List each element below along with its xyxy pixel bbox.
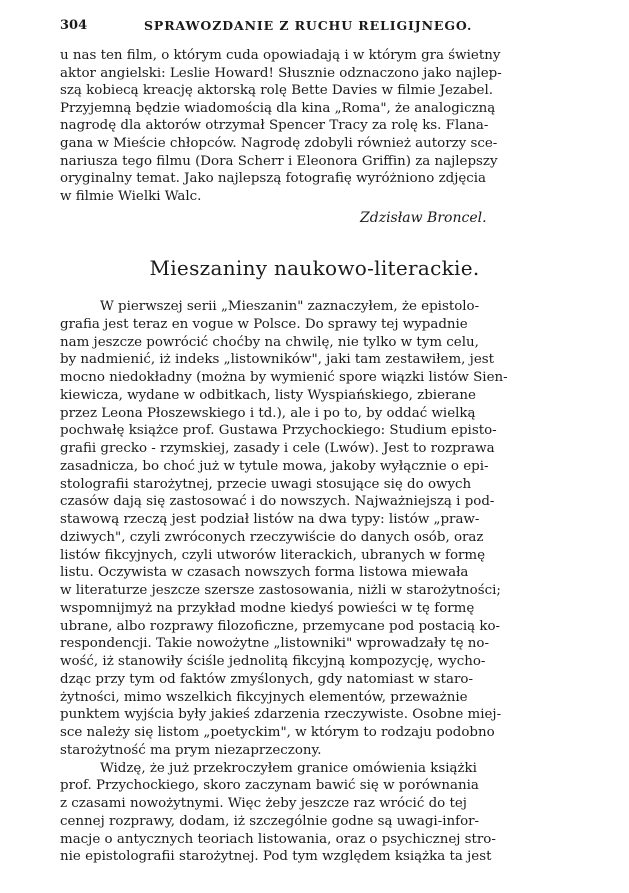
text-line: wość, iż stanowiły ściśle jednolitą fikcyjną kompozycję, wycho- [60,654,486,669]
text-line: punktem wyjścia były jakieś zdarzenia rzeczywiste. Osobne miej- [60,707,502,723]
text-line: z czasami nowożytnymi. Więc żeby jeszcze raz wrócić do tej [60,796,467,811]
text-line: czasów dają się zastosować i do nowszych. Najważniejszą i pod- [60,494,495,510]
text-line: dząc przy tym od faktów zmyślonych, gdy natomiast w staro- [60,671,474,687]
running-title: SPRAWOZDANIE Z RUCHU RELIGIJNEGO. [144,18,473,33]
text-line: prof. Przychockiego, skoro zaczynam bawić się w porównania [60,778,479,794]
text-line: w literaturze jeszcze szersze zastosowania, niżli w starożytności; [60,583,501,598]
text-line: stolografii starożytnej, przecie uwagi stosujące się do owych [60,476,472,492]
page-number: 304 [60,18,88,33]
text-line: W pierwszej serii „Mieszanin" zaznaczyłem, że epistolo- [100,299,480,314]
text-line: wspomnijmyż na przykład modne kiedyś powieści w tę formę [60,600,475,616]
text-line: u nas ten film, o którym cuda opowiadają i w którym gra świetny [60,48,501,63]
text-line: szą kobiecą kreację aktorską rolę Bette Davies w filmie Jezabel. [60,83,493,99]
text-line: listu. Oczywista w czasach nowszych forma listowa miewała [60,565,469,581]
text-line: macje o antycznych teoriach listowania, oraz o psychicznej stro- [60,831,496,847]
text-line: grafii grecko - rzymskiej, zasady i cele (Lwów). Jest to rozprawa [60,441,495,456]
intro-paragraph [60,47,528,205]
text-line: nie epistolografii starożytnej. Pod tym względem książka ta jest [60,849,492,865]
text-line: aktor angielski: Leslie Howard! Słusznie odznaczono jako najlep- [60,65,502,81]
text-line: nagrodę dla aktorów otrzymał Spencer Tracy za rolę ks. Flana- [60,118,489,134]
text-line: Widzę, że już przekroczyłem granice omówienia książki [100,760,477,776]
text-line: nariusza tego filmu (Dora Scherr i Eleonora Griffin) za najlepszy [60,153,498,169]
text-line: ubrane, albo rozprawy filozoficzne, przemycane pod postacią ko- [60,618,501,634]
author-signature: Zdzisław Broncel. [360,210,487,226]
text-line: oryginalny temat. Jako najlepszą fotografię wyróżniono zdjęcia [60,171,487,187]
text-line: dziwych", czyli zwróconych rzeczywiście do danych osób, oraz [60,529,484,545]
text-line: listów fikcyjnych, czyli utworów literackich, ubranych w formę [60,547,486,563]
text-line: kiewicza, wydane w odbitkach, listy Wyspiańskiego, zbierane [60,387,476,403]
text-line: mocno niedokładny (można by wymienić spore wiązki listów Sien- [60,370,508,385]
text-line: żytności, mimo wszelkich fikcyjnych elementów, przeważnie [60,689,468,705]
text-line: grafia jest teraz en vogue w Polsce. Do sprawy tej wypadnie [60,316,468,332]
text-line: gana w Mieście chłopców. Nagrodę zdobyli również autorzy sce- [60,135,498,151]
text-line: pochwałę książce prof. Gustawa Przychockiego: Studium episto- [60,423,497,439]
body-text [60,298,528,866]
text-line: Przyjemną będzie wiadomością dla kina „Roma", że analogiczną [60,100,496,116]
text-line: cennej rozprawy, dodam, iż szczególnie godne są uwagi-infor- [60,813,480,829]
text-line: by nadmienić, iż indeks „listowników", jaki tam zestawiłem, jest [60,352,495,368]
text-line: stawową rzeczą jest podział listów na dwa typy: listów „praw- [60,512,480,527]
text-line: respondencji. Takie nowożytne „listowniki" wprowadzały tę no- [60,636,489,652]
text-line: w filmie Wielki Walc. [60,188,202,204]
text-line: zasadnicza, bo choć już w tytule mowa, jakoby wyłącznie o epi- [60,458,489,474]
text-line: sce należy się listom „poetyckim", w którym to rodzaju podobno [60,725,495,740]
text-line: starożytność ma prym niezaprzeczony. [60,742,322,758]
section-heading: Mieszaniny naukowo-literackie. [149,256,480,280]
text-line: nam jeszcze powrócić choćby na chwilę, nie tylko w tym celu, [60,334,479,350]
page-header [60,18,520,38]
text-line: przez Leona Płoszewskiego i td.), ale i po to, by oddać wielką [60,405,476,421]
